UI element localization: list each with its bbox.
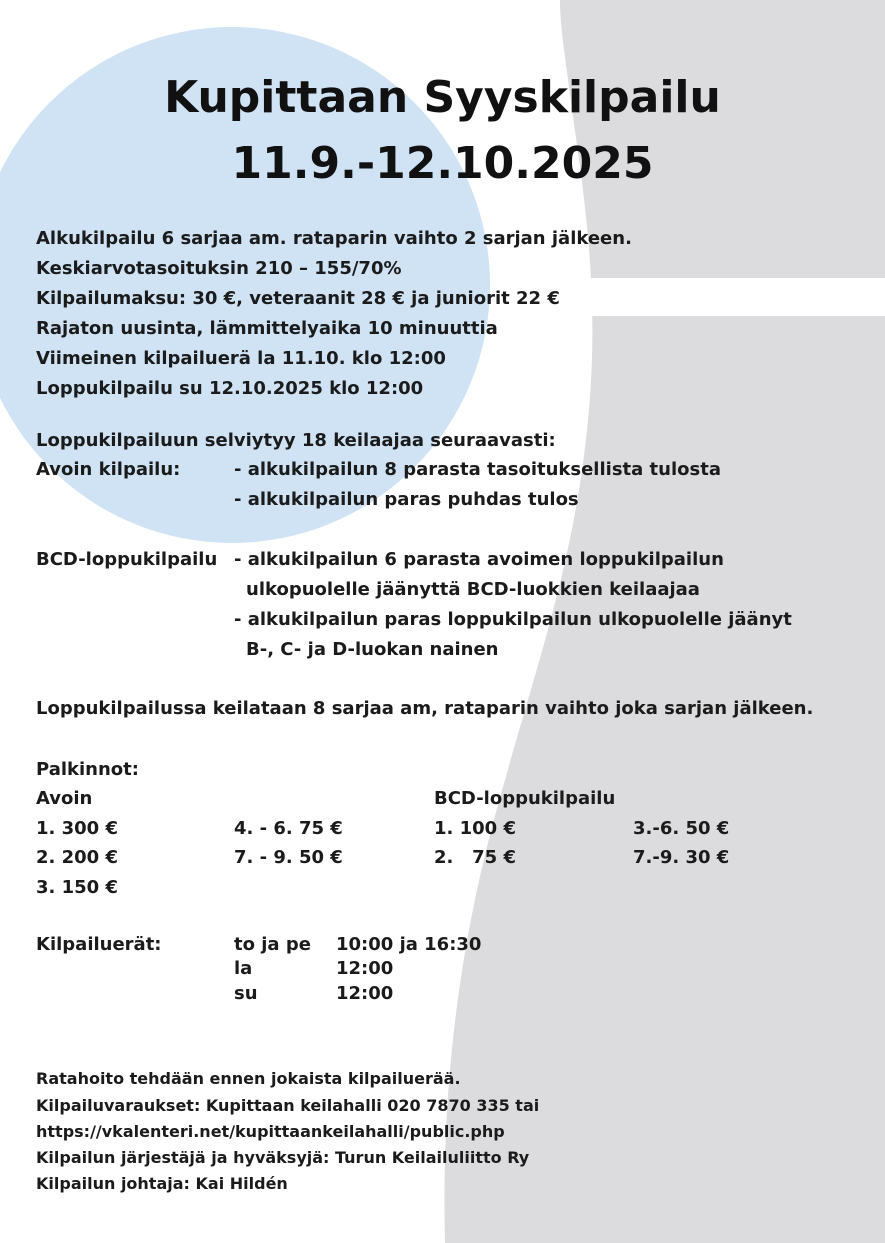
schedule-label: Kilpailuerät: xyxy=(36,934,162,955)
footer-line: Kilpailun järjestäjä ja hyväksyjä: Turun Keilailuliitto Ry xyxy=(36,1148,530,1167)
bcd-label: BCD-loppukilpailu xyxy=(36,549,218,570)
prize-item: 7.-9. 30 € xyxy=(633,847,730,868)
schedule-day: la xyxy=(234,958,253,979)
bcd-rule: - alkukilpailun paras loppukilpailun ulkopuolelle jäänyt xyxy=(234,609,792,630)
schedule-time: 12:00 xyxy=(336,958,394,979)
prizes-heading: Palkinnot: xyxy=(36,759,139,780)
info-line: Rajaton uusinta, lämmittelyaika 10 minuuttia xyxy=(36,318,498,339)
schedule-time: 12:00 xyxy=(336,983,394,1004)
footer-line: Kilpailuvaraukset: Kupittaan keilahalli 020 7870 335 tai xyxy=(36,1096,540,1115)
info-line: Alkukilpailu 6 sarjaa am. rataparin vaihto 2 sarjan jälkeen. xyxy=(36,228,632,249)
schedule-day: to ja pe xyxy=(234,934,311,955)
info-line: Viimeinen kilpailuerä la 11.10. klo 12:00 xyxy=(36,348,446,369)
page-title: Kupittaan Syyskilpailu xyxy=(164,72,721,123)
prize-item: 1. 100 € xyxy=(434,818,516,839)
schedule-day: su xyxy=(234,983,258,1004)
info-line: Kilpailumaksu: 30 €, veteraanit 28 € ja juniorit 22 € xyxy=(36,288,560,309)
info-line: Keskiarvotasoituksin 210 – 155/70% xyxy=(36,258,402,279)
prize-item: 3.-6. 50 € xyxy=(633,818,730,839)
prize-item: 2. 75 € xyxy=(434,847,517,868)
prizes-bcd-label: BCD-loppukilpailu xyxy=(434,788,616,809)
footer-link[interactable]: https://vkalenteri.net/kupittaankeilahalli/public.php xyxy=(36,1122,505,1141)
event-dates: 11.9.-12.10.2025 xyxy=(231,138,654,189)
prize-item: 1. 300 € xyxy=(36,818,118,839)
open-rule: - alkukilpailun paras puhdas tulos xyxy=(234,489,579,510)
prize-item: 3. 150 € xyxy=(36,877,118,898)
final-note: Loppukilpailussa keilataan 8 sarjaa am, rataparin vaihto joka sarjan jälkeen. xyxy=(36,698,814,719)
schedule-time: 10:00 ja 16:30 xyxy=(336,934,482,955)
open-competition-label: Avoin kilpailu: xyxy=(36,459,181,480)
prizes-open-label: Avoin xyxy=(36,788,93,809)
prize-item: 2. 200 € xyxy=(36,847,118,868)
info-line: Loppukilpailu su 12.10.2025 klo 12:00 xyxy=(36,378,424,399)
open-rule: - alkukilpailun 8 parasta tasoituksellista tulosta xyxy=(234,459,721,480)
footer-line: Kilpailun johtaja: Kai Hildén xyxy=(36,1174,288,1193)
bcd-rule: ulkopuolelle jäänyttä BCD-luokkien keilaajaa xyxy=(246,579,700,600)
qualification-heading: Loppukilpailuun selviytyy 18 keilaajaa seuraavasti: xyxy=(36,430,556,451)
bcd-rule: B-, C- ja D-luokan nainen xyxy=(246,639,499,660)
footer-line: Ratahoito tehdään ennen jokaista kilpailuerää. xyxy=(36,1069,461,1088)
prize-item: 7. - 9. 50 € xyxy=(234,847,343,868)
bcd-rule: - alkukilpailun 6 parasta avoimen loppukilpailun xyxy=(234,549,724,570)
prize-item: 4. - 6. 75 € xyxy=(234,818,343,839)
